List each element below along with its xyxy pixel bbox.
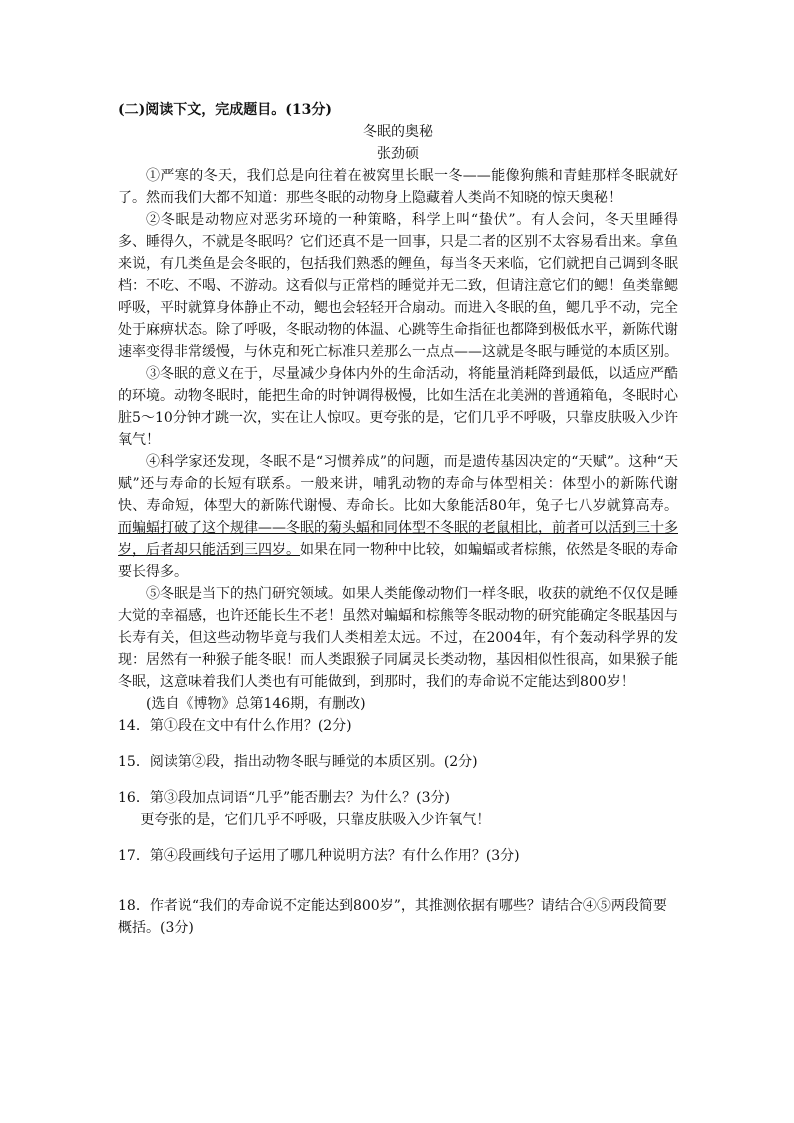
- paragraph-4: [118, 451, 678, 583]
- paragraph-2: ②冬眠是动物应对恶劣环境的一种策略，科学上叫“蛰伏”。有人会问，冬天里睡得多、睡得久，不就是冬眠吗？它们还真不是一回事，只是二者的区别不太容易看出来。拿鱼来说，有几类鱼是会冬眠的，包括我们熟悉的鲤鱼，每当冬天来临，它们就把自己调到冬眠档：不吃、不喝、不游动。这看似与正常档的睡觉并无二致，但请注意它们的鳃！鱼类靠鳃呼吸，平时就算身体静止不动，鳃也会轻轻开合扇动。而进入冬眠的鱼，鳃几乎不动，完全处于麻痹状态。除了呼吸，冬眠动物的体温、心跳等生命指征也都降到极低水平，新陈代谢速率变得非常缓慢，与休克和死亡标准只差那么一点点——这就是冬眠与睡觉的本质区别。: [118, 212, 678, 360]
- paragraph-5: ⑤冬眠是当下的热门研究领域。如果人类能像动物们一样冬眠，收获的就绝不仅仅是睡大觉的幸福感，也许还能长生不老！虽然对蝙蝠和棕熊等冬眠动物的研究能确定冬眠基因与长寿有关，但这些动物毕竟与我们人类相差太远。不过，在2004年，有个轰动科学界的发现：居然有一种猴子能冬眠！而人类跟猴子同属灵长类动物，基因相似性很高，如果猴子能冬眠，这意味着我们人类也有可能做到，到那时，我们的寿命说不定能达到800岁！: [118, 586, 678, 690]
- article-source: (选自《博物》总第146期，有删改): [146, 696, 366, 712]
- answer-space-16: [118, 831, 678, 845]
- section-title: (二)阅读下文，完成题目。(13分): [118, 102, 332, 118]
- answer-space-14: [118, 737, 678, 751]
- answer-space-15: [118, 773, 678, 787]
- question-18: 18．作者说“我们的寿命说不定能达到800岁”，其推测依据有哪些？请结合④⑤两段简要概括。(3分): [118, 898, 667, 936]
- exam-page: [118, 99, 678, 939]
- paragraph-4-end: 如果在同一物种中比较，如蝙蝠或者棕熊，依然是冬眠的寿命要长得多。: [118, 542, 678, 580]
- paragraph-4-intro: ④科学家还发现，冬眠不是“习惯养成”的问题，而是遗传基因决定的“天赋”。这种“天赋”还与寿命的长短有联系。一般来讲，哺乳动物的寿命与体型相关：体型小的新陈代谢快、寿命短，体型大的新陈代谢慢、寿命长。比如大象能活80年，兔子七八岁就算高寿。: [118, 454, 678, 514]
- question-16-quote: 更夸张的是，它们几乎不呼吸，只靠皮肤吸入少许氧气！: [140, 812, 491, 828]
- question-14: 14．第①段在文中有什么作用？(2分): [118, 718, 352, 734]
- paragraph-3: ③冬眠的意义在于，尽量减少身体内外的生命活动，将能量消耗降到最低，以适应严酷的环境。动物冬眠时，能把生命的时钟调得极慢，比如生活在北美洲的普通箱龟，冬眠时心脏5～10分钟才跳一次，实在让人惊叹。更夸张的是，它们几乎不呼吸，只靠皮肤吸入少许氧气！: [118, 366, 678, 448]
- question-15: 15．阅读第②段，指出动物冬眠与睡觉的本质区别。(2分): [118, 754, 478, 770]
- question-16: 16．第③段加点词语“几乎”能否删去？为什么？(3分): [118, 790, 450, 806]
- question-17: 17．第④段画线句子运用了哪几种说明方法？有什么作用？(3分): [118, 848, 520, 864]
- paragraph-1: ①严寒的冬天，我们总是向往着在被窝里长眠一冬——能像狗熊和青蛙那样冬眠就好了。然而我们大都不知道：那些冬眠的动物身上隐藏着人类尚不知晓的惊天奥秘！: [118, 168, 678, 206]
- article-author: 张劲硕: [377, 146, 419, 162]
- article-title: 冬眠的奥秘: [363, 124, 433, 140]
- underlined-sentence: 而蝙蝠打破了这个规律——冬眠的菊头蝠和同体型不冬眠的老鼠相比，前者可以活到三十多岁，后者却只能活到三四岁。: [118, 520, 678, 558]
- answer-space-17: [118, 867, 678, 895]
